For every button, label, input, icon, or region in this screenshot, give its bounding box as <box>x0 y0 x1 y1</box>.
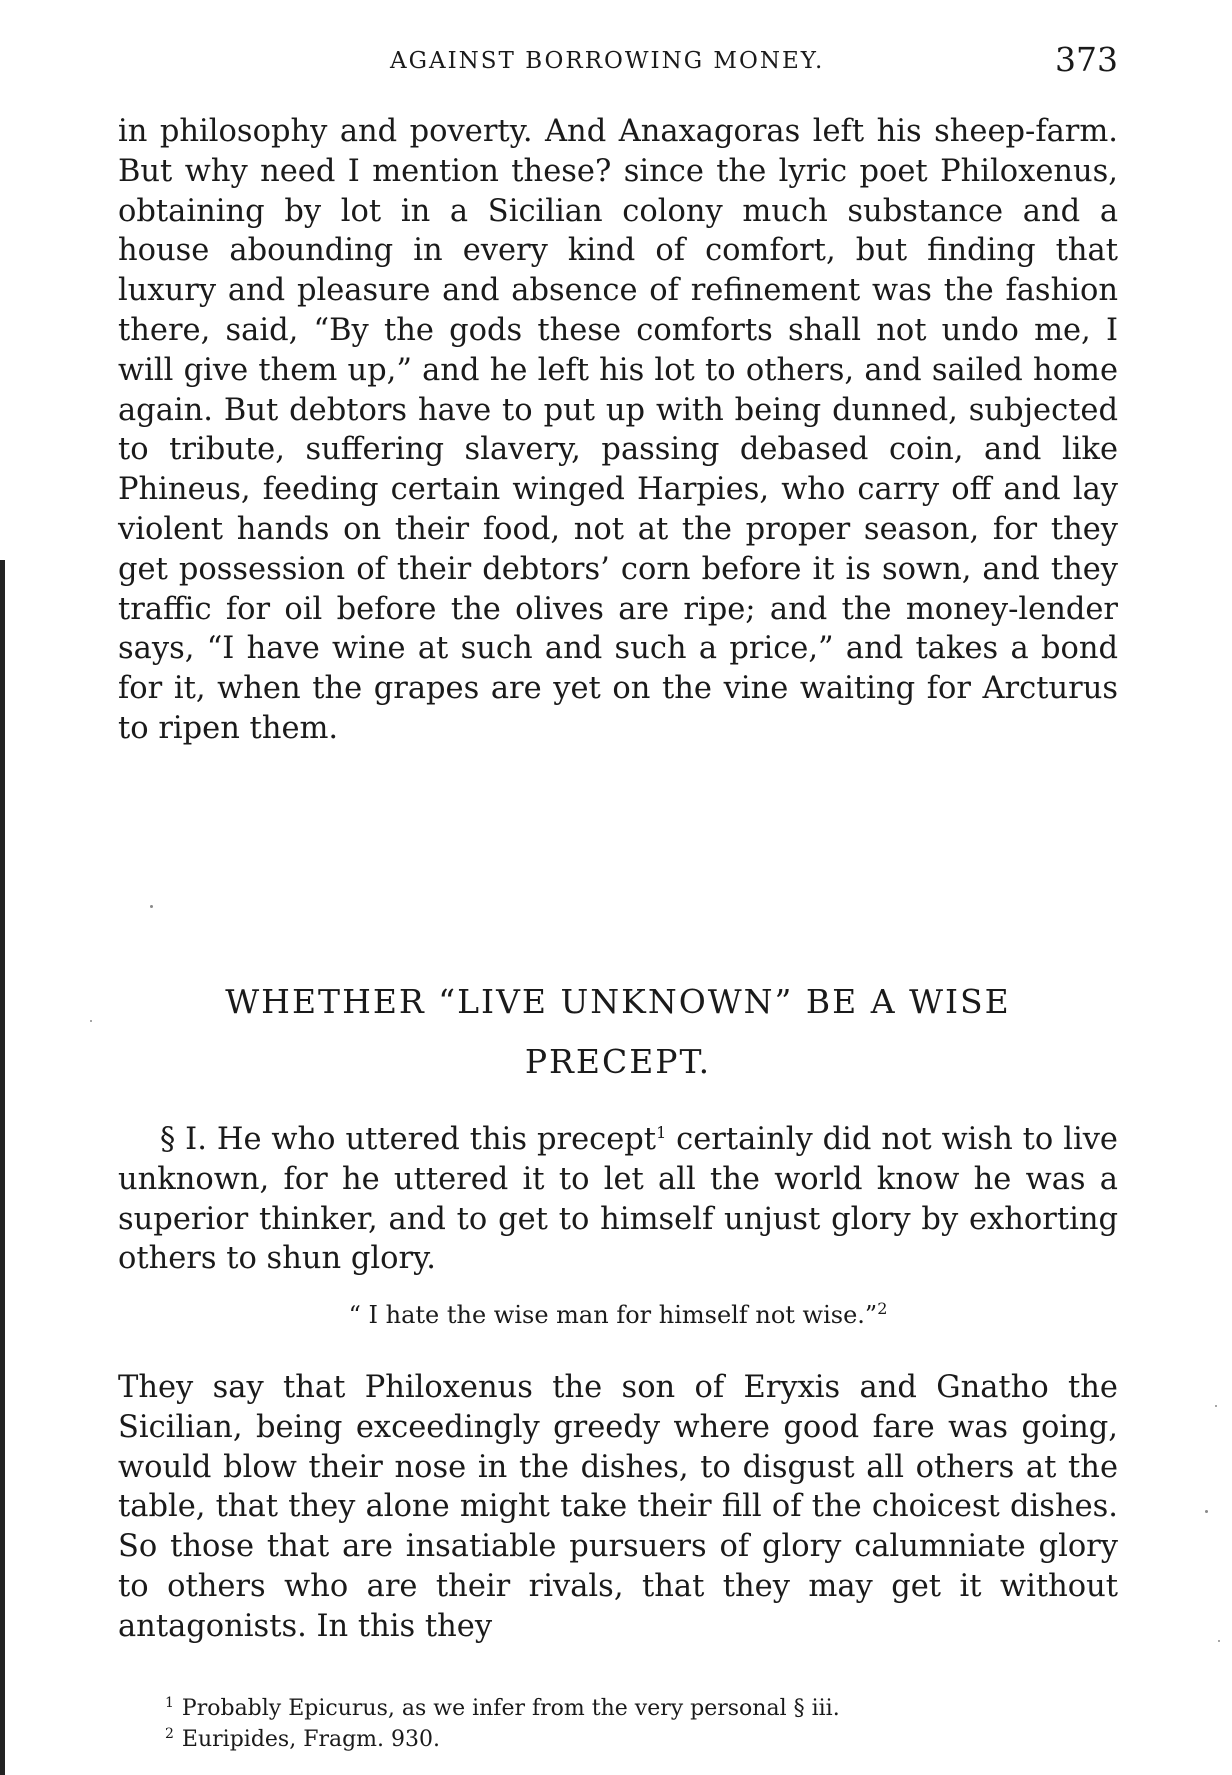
continued-text-block <box>118 112 1118 749</box>
footnote-1 <box>165 1693 1065 1724</box>
closing-text-block <box>118 1368 1118 1647</box>
scan-speck <box>1218 1640 1220 1642</box>
footnote-ref-2: 2 <box>877 1299 888 1318</box>
scan-speck <box>1215 1405 1217 1407</box>
closing-paragraph: They say that Philoxenus the son of Eryxis and Gnatho the Sicilian, being exceedingly greedy where good fare was going, would blow their nose in the dishes, to disgust all others at the table, that they alone might take their fill of the choicest dishes. So those that are insatiable pursuers of glory calumniate glory to others who are their rivals, that they may get it without antagonists. In this they <box>118 1370 1118 1644</box>
binding-edge-shadow <box>0 560 5 1775</box>
essay-heading-line-1: WHETHER “LIVE UNKNOWN” BE A WISE <box>225 982 1011 1021</box>
scan-speck <box>90 1020 92 1022</box>
footnote-ref-1: 1 <box>656 1122 667 1142</box>
footnote-mark-2: 2 <box>165 1725 174 1742</box>
page-number: 373 <box>1055 40 1118 79</box>
footnotes <box>165 1693 1065 1755</box>
continued-paragraph: in philosophy and poverty. And Anaxagoras left his sheep-farm. But why need I mention these? since the lyric poet Philoxenus, obtaining by lot in a Sicilian colony much substance and a house abounding in every kind of comfort, but finding that luxury and pleasure and absence of refinement was the fashion there, said, “By the gods these comforts shall not undo me, I will give them up,” and he left his lot to others, and sailed home again. But debtors have to put up with being dunned, subjected to tribute, suffering slavery, passing debased coin, and like Phineus, feeding certain winged Harpies, who carry off and lay violent hands on their food, not at the proper season, for they get possession of their debtors’ corn before it is sown, and they traffic for oil before the olives are ripe; and the money-lender says, “I have wine at such and such a price,” and takes a bond for it, when the grapes are yet on the vine waiting for Arcturus to ripen them. <box>118 114 1118 746</box>
section-one-paragraph <box>118 1120 1118 1279</box>
footnote-text-2: Euripides, Fragm. 930. <box>181 1727 441 1752</box>
essay-heading-line-2: PRECEPT. <box>524 1042 712 1081</box>
scan-speck <box>150 905 153 908</box>
section-one-lead: § I. He who uttered this precept <box>160 1122 657 1157</box>
footnote-mark-1: 1 <box>165 1694 174 1711</box>
section-one-rest: certainly did not wish to live unknown, for he uttered it to let all the world know he was a superior thinker, and to get to himself unjust glory by exhorting others to shun glory. <box>118 1122 1118 1277</box>
section-one-block <box>118 1120 1118 1279</box>
footnote-2 <box>165 1724 1065 1755</box>
essay-heading <box>118 972 1118 1092</box>
scan-speck <box>1205 1510 1208 1513</box>
quotation-text: “ I hate the wise man for himself not wise.” <box>348 1301 878 1329</box>
running-head-title: AGAINST BORROWING MONEY. <box>390 48 825 74</box>
quotation-line <box>118 1300 1118 1330</box>
running-head <box>120 40 1120 80</box>
footnote-text-1: Probably Epicurus, as we infer from the very personal § iii. <box>181 1696 840 1721</box>
